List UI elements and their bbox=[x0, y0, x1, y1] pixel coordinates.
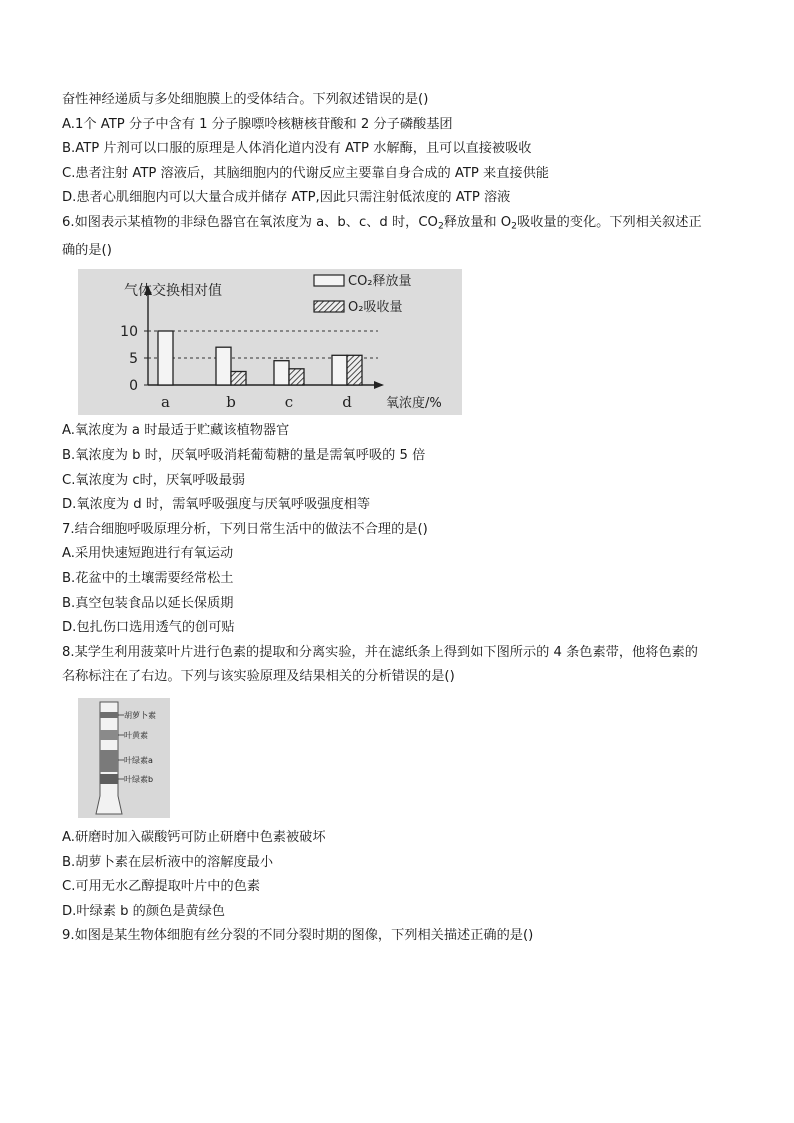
gas-exchange-chart-svg bbox=[78, 269, 462, 415]
q8-option-c: C.可用无水乙醇提取叶片中的色素 bbox=[62, 879, 261, 895]
q8-option-a: A.研磨时加入碳酸钙可防止研磨中色素被破坏 bbox=[62, 829, 326, 845]
q7-option-c: B.真空包装食品以延长保质期 bbox=[62, 595, 234, 611]
y-tick-label: 5 bbox=[129, 351, 138, 368]
q6-option-b: B.氧浓度为 b 时，厌氧呼吸消耗葡萄糖的量是需氧呼吸的 5 倍 bbox=[62, 448, 426, 464]
band-carotene bbox=[100, 712, 118, 718]
legend-co2-swatch bbox=[314, 275, 344, 286]
bar-co2-release bbox=[274, 361, 289, 385]
bar-o2-uptake bbox=[347, 356, 362, 386]
band-chlorophyll-b bbox=[100, 774, 118, 784]
q6-option-a: A.氧浓度为 a 时最适于贮藏该植物器官 bbox=[62, 423, 290, 439]
label-carotene: 胡萝卜素 bbox=[124, 710, 156, 720]
label-chlorophyll-b: 叶绿素b bbox=[124, 774, 154, 784]
bar-co2-release bbox=[158, 331, 173, 385]
q7-option-b: B.花盆中的土壤需要经常松土 bbox=[62, 571, 234, 587]
y-tick-label: 0 bbox=[129, 378, 138, 395]
q8-stem-line2: 名称标注在了右边。下列与该实验原理及结果相关的分析错误的是() bbox=[62, 669, 455, 685]
x-tick-label: a bbox=[161, 393, 170, 412]
gas-exchange-chart bbox=[78, 269, 462, 415]
q6-stem-line2: 确的是() bbox=[62, 242, 112, 258]
q7-option-a: A.采用快速短跑进行有氧运动 bbox=[62, 546, 234, 562]
q7-option-d: D.包扎伤口选用透气的创可贴 bbox=[62, 620, 235, 636]
bar-co2-release bbox=[216, 348, 231, 386]
q8-option-d: D.叶绿素 b 的颜色是黄绿色 bbox=[62, 903, 225, 919]
q5-option-c: C.患者注射 ATP 溶液后，其脑细胞内的代谢反应主要靠自身合成的 ATP 来直接供能 bbox=[62, 165, 549, 181]
label-chlorophyll-a: 叶绿素a bbox=[124, 755, 153, 765]
band-xanthophyll bbox=[100, 730, 118, 740]
pigment-strip-figure bbox=[78, 698, 170, 818]
q7-stem: 7.结合细胞呼吸原理分析，下列日常生活中的做法不合理的是() bbox=[62, 521, 428, 537]
q8-option-b: B.胡萝卜素在层析液中的溶解度最小 bbox=[62, 854, 274, 870]
q5-stem-cont: 奋性神经递质与多处细胞膜上的受体结合。下列叙述错误的是() bbox=[62, 92, 429, 107]
x-tick-label: d bbox=[342, 393, 352, 412]
q5-option-b: B.ATP 片剂可以口服的原理是人体消化道内没有 ATP 水解酶，且可以直接被吸收 bbox=[62, 141, 532, 157]
q5-option-d: D.患者心肌细胞内可以大量合成并储存 ATP,因此只需注射低浓度的 ATP 溶液 bbox=[62, 190, 511, 206]
bar-co2-release bbox=[332, 356, 347, 386]
label-xanthophyll: 叶黄素 bbox=[124, 730, 148, 740]
band-chlorophyll-a bbox=[100, 750, 118, 772]
q6-option-c: C.氧浓度为 c时，厌氧呼吸最弱 bbox=[62, 472, 246, 488]
q6-stem-line1: 6.如图表示某植物的非绿色器官在氧浓度为 a、b、c、d 时，$CO_2$释放量和 $O_2$吸收量的变化。下列相关叙述正 bbox=[62, 214, 702, 232]
pigment-strip-svg bbox=[78, 698, 170, 818]
q5-option-a: A.1个 ATP 分子中含有 1 分子腺嘌呤核糖核苷酸和 2 分子磷酸基团 bbox=[62, 116, 453, 132]
x-tick-label: b bbox=[226, 393, 236, 412]
bar-o2-uptake bbox=[289, 369, 304, 385]
x-tick-label: c bbox=[284, 393, 294, 412]
y-axis-label: 气体交换相对值 bbox=[124, 283, 222, 300]
y-tick-label: 10 bbox=[120, 324, 138, 341]
legend-o2-swatch bbox=[314, 301, 344, 312]
q8-stem-line1: 8.某学生利用菠菜叶片进行色素的提取和分离实验，并在滤纸条上得到如下图所示的 4 条色素带，他将色素的 bbox=[62, 644, 698, 660]
legend-co2-label: CO₂释放量 bbox=[348, 274, 412, 290]
q6-option-d: D.氧浓度为 d 时，需氧呼吸强度与厌氧呼吸强度相等 bbox=[62, 497, 371, 513]
legend-o2-label: O₂吸收量 bbox=[348, 300, 403, 316]
q9-stem: 9.如图是某生物体细胞有丝分裂的不同分裂时期的图像，下列相关描述正确的是() bbox=[62, 928, 534, 944]
document-page bbox=[62, 88, 742, 949]
bar-o2-uptake bbox=[231, 372, 246, 386]
x-axis-arrow bbox=[374, 381, 384, 389]
x-axis-label: 氧浓度/% bbox=[386, 396, 442, 412]
